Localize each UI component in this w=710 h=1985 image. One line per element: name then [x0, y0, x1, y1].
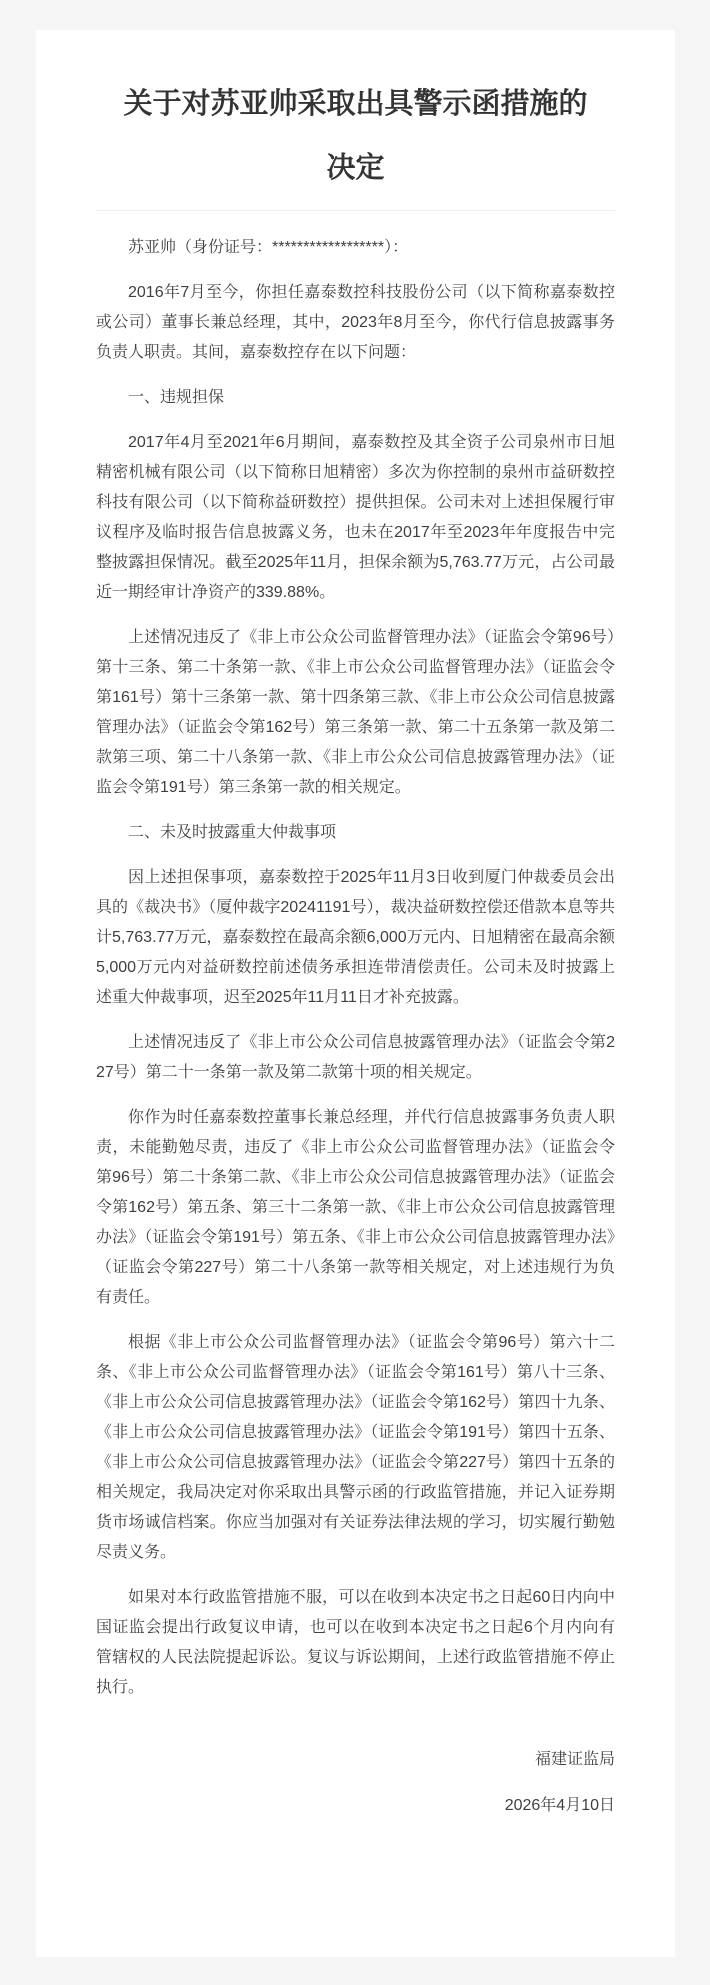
- appeal-rights-paragraph: 如果对本行政监管措施不服，可以在收到本决定书之日起60日内向中国证监会提出行政复议申请，也可以在收到本决定书之日起6个月内向有管辖权的人民法院提起诉讼。复议与诉讼期间，上述行政监管措施不停止执行。: [96, 1589, 615, 1696]
- document-title: [96, 72, 615, 200]
- responsibility-paragraph: 你作为时任嘉泰数控董事长兼总经理，并代行信息披露事务负责人职责，未能勤勉尽责，违反了《非上市公众公司监督管理办法》（证监会令第96号）第二十条第二款、《非上市公众公司信息披露管理办法》（证监会令第162号）第五条、第三十二条第一款、《非上市公众公司信息披露管理办法》（证监会令第191号）第五条、《非上市公众公司信息披露管理办法》（证监会令第227号）第二十八条第一款等相关规定，对上述违规行为负有责任。: [96, 1109, 615, 1306]
- section-heading-2: 二、未及时披露重大仲裁事项: [128, 824, 337, 841]
- salutation-paragraph: 苏亚帅（身份证号：******************）：: [128, 239, 409, 256]
- signature-org: 福建证监局: [534, 1751, 615, 1768]
- signature-block: [96, 1745, 615, 1821]
- signature-date: 2026年4月10日: [504, 1797, 615, 1814]
- title-divider: [96, 210, 615, 211]
- intro-paragraph: 2016年7月至今，你担任嘉泰数控科技股份公司（以下简称嘉泰数控或公司）董事长兼总经理，其中，2023年8月至今，你代行信息披露事务负责人职责。其间，嘉泰数控存在以下问题：: [96, 284, 615, 361]
- document-title-line-2: 决定: [326, 152, 385, 184]
- section-1-violation-paragraph: 上述情况违反了《非上市公众公司监督管理办法》（证监会令第96号）第十三条、第二十条第一款、《非上市公众公司监督管理办法》（证监会令第161号）第十三条第一款、第十四条第三款、《非上市公众公司信息披露管理办法》（证监会令第162号）第三条第一款、第二十五条第一款及第二款第三项、第二十八条第一款、《非上市公众公司信息披露管理办法》（证监会令第191号）第三条第一款的相关规定。: [96, 629, 615, 796]
- section-1-facts-paragraph: 2017年4月至2021年6月期间，嘉泰数控及其全资子公司泉州市日旭精密机械有限公司（以下简称日旭精密）多次为你控制的泉州市益研数控科技有限公司（以下简称益研数控）提供担保。公司未对上述担保履行审议程序及临时报告信息披露义务，也未在2017年至2023年年度报告中完整披露担保情况。截至2025年11月，担保余额为5,763.77万元，占公司最近一期经审计净资产的339.88%。: [96, 434, 615, 601]
- document-card: [36, 30, 675, 1957]
- section-heading-1: 一、违规担保: [128, 389, 225, 406]
- section-2-violation-paragraph: 上述情况违反了《非上市公众公司信息披露管理办法》（证监会令第227号）第二十一条第一款及第二款第十项的相关规定。: [96, 1034, 615, 1081]
- decision-paragraph: 根据《非上市公众公司监督管理办法》（证监会令第96号）第六十二条、《非上市公众公司监督管理办法》（证监会令第161号）第八十三条、《非上市公众公司信息披露管理办法》（证监会令第162号）第四十九条、《非上市公众公司信息披露管理办法》（证监会令第191号）第四十五条、《非上市公众公司信息披露管理办法》（证监会令第227号）第四十五条的相关规定，我局决定对你采取出具警示函的行政监管措施，并记入证券期货市场诚信档案。你应当加强对有关证券法律法规的学习，切实履行勤勉尽责义务。: [96, 1334, 615, 1561]
- document-title-line-1: 关于对苏亚帅采取出具警示函措施的: [123, 88, 588, 120]
- section-2-facts-paragraph: 因上述担保事项，嘉泰数控于2025年11月3日收到厦门仲裁委员会出具的《裁决书》（厦仲裁字20241191号），裁决益研数控偿还借款本息等共计5,763.77万元，嘉泰数控在最高余额6,000万元内、日旭精密在最高余额5,000万元内对益研数控前述债务承担连带清偿责任。公司未及时披露上述重大仲裁事项，迟至2025年11月11日才补充披露。: [96, 869, 615, 1006]
